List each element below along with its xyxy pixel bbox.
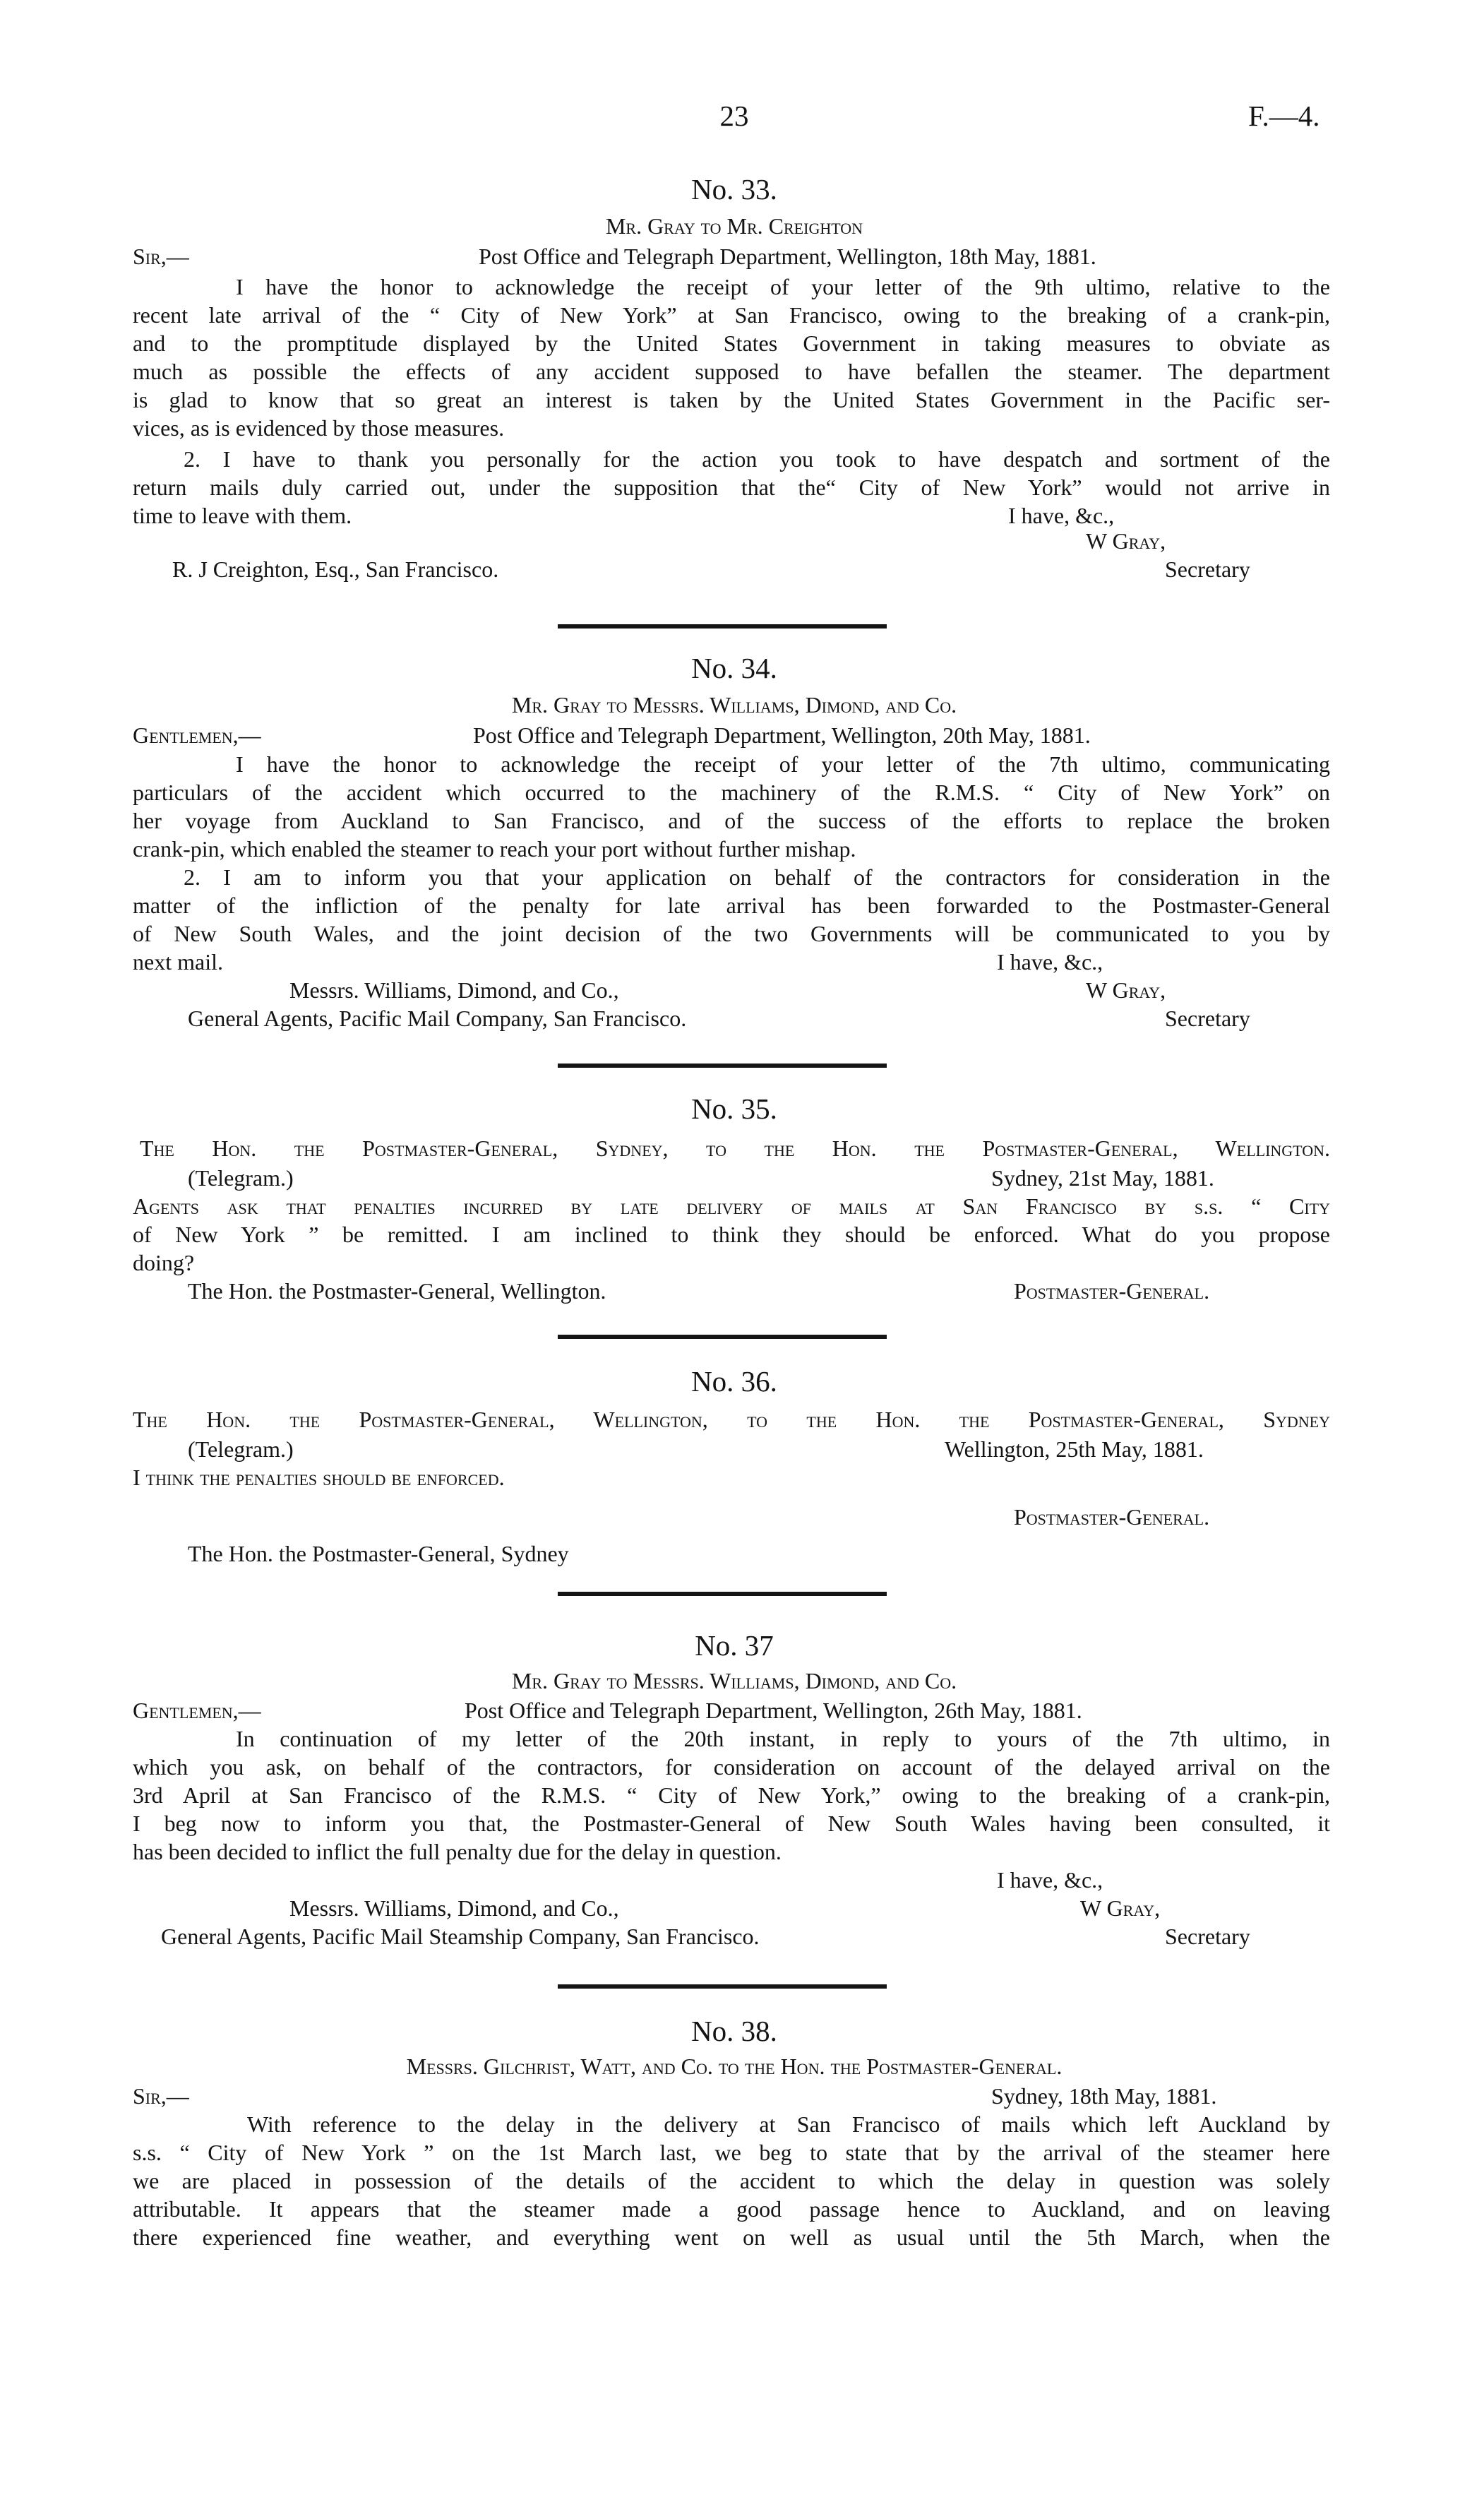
salutation: Gentlemen,— bbox=[133, 722, 261, 748]
addressee-line: General Agents, Pacific Mail Steamship Company, San Francisco. bbox=[161, 1924, 760, 1949]
dateline: Sydney, 18th May, 1881. bbox=[991, 2083, 1217, 2109]
signature: W Gray, bbox=[1086, 528, 1166, 554]
salutation: Sir,— bbox=[133, 244, 189, 269]
addressee-line: General Agents, Pacific Mail Company, San Francisco. bbox=[188, 1006, 687, 1031]
signature: Postmaster-General. bbox=[1014, 1278, 1210, 1304]
letter-route: Mr. Gray to Messrs. Williams, Dimond, and Co. bbox=[511, 1668, 957, 1693]
section-rule bbox=[558, 1984, 887, 1989]
body-line: of New York ” be remitted. I am inclined to think they should be enforced. What do you propose bbox=[133, 1222, 1330, 1247]
body-line: we are placed in possession of the details of the accident to which the delay in question was solely bbox=[133, 2168, 1330, 2193]
dateline: Post Office and Telegraph Department, Wellington, 18th May, 1881. bbox=[479, 244, 1096, 269]
body-line: vices, as is evidenced by those measures. bbox=[133, 415, 505, 441]
body-line: In continuation of my letter of the 20th instant, in reply to yours of the 7th ultimo, in bbox=[236, 1726, 1330, 1751]
body-line: doing? bbox=[133, 1250, 195, 1275]
dateline: Post Office and Telegraph Department, Wellington, 26th May, 1881. bbox=[465, 1698, 1082, 1723]
closing: I have, &c., bbox=[997, 949, 1103, 975]
letter-number: No. 36. bbox=[691, 1365, 777, 1398]
letter-route: Mr. Gray to Messrs. Williams, Dimond, and Co. bbox=[511, 692, 957, 717]
salutation: Gentlemen,— bbox=[133, 1698, 261, 1723]
body-line: I think the penalties should be enforced. bbox=[133, 1465, 505, 1490]
telegram-label: (Telegram.) bbox=[188, 1165, 294, 1191]
salutation: Sir,— bbox=[133, 2083, 189, 2109]
letter-number: No. 38. bbox=[691, 2015, 777, 2047]
addressee-line: R. J Creighton, Esq., San Francisco. bbox=[172, 556, 499, 582]
body-line: 2. I am to inform you that your application on behalf of the contractors for consideration in the bbox=[184, 864, 1330, 890]
closing: I have, &c., bbox=[997, 1867, 1103, 1893]
body-line: particulars of the accident which occurred to the machinery of the R.M.S. “ City of New York” on bbox=[133, 780, 1330, 805]
letter-number: No. 33. bbox=[691, 173, 777, 205]
body-line: time to leave with them. bbox=[133, 503, 352, 528]
body-line: I beg now to inform you that, the Postmaster-General of New South Wales having been consulted, it bbox=[133, 1811, 1330, 1836]
addressee-line: Messrs. Williams, Dimond, and Co., bbox=[289, 1895, 619, 1921]
body-line: 3rd April at San Francisco of the R.M.S. “ City of New York,” owing to the breaking of a crank-pin, bbox=[133, 1782, 1330, 1808]
letter-route: The Hon. the Postmaster-General, Sydney, to the Hon. the Postmaster-General, Wellington. bbox=[140, 1136, 1330, 1161]
body-line: attributable. It appears that the steamer made a good passage hence to Auckland, and on leaving bbox=[133, 2196, 1330, 2222]
section-rule bbox=[558, 1335, 887, 1339]
body-line: and to the promptitude displayed by the United States Government in taking measures to obviate as bbox=[133, 330, 1330, 356]
dateline: Wellington, 25th May, 1881. bbox=[945, 1436, 1204, 1462]
body-line: her voyage from Auckland to San Francisco, and of the success of the efforts to replace the broken bbox=[133, 808, 1330, 833]
signature: Postmaster-General. bbox=[1014, 1504, 1210, 1530]
section-rule bbox=[558, 1592, 887, 1596]
body-line: I have the honor to acknowledge the receipt of your letter of the 7th ultimo, communicating bbox=[236, 751, 1330, 777]
signature-title: Secretary bbox=[1165, 1924, 1250, 1949]
signature: W Gray, bbox=[1086, 977, 1166, 1003]
letter-number: No. 35. bbox=[691, 1092, 777, 1125]
body-line: 2. I have to thank you personally for the action you took to have despatch and sortment of the bbox=[184, 446, 1330, 472]
addressee-line: The Hon. the Postmaster-General, Wellington. bbox=[188, 1278, 606, 1304]
doc-code: F.—4. bbox=[1248, 100, 1320, 132]
telegram-label: (Telegram.) bbox=[188, 1436, 294, 1462]
body-line: crank-pin, which enabled the steamer to reach your port without further mishap. bbox=[133, 836, 856, 862]
closing: I have, &c., bbox=[1008, 503, 1115, 528]
body-line: matter of the infliction of the penalty for late arrival has been forwarded to the Postmaster-General bbox=[133, 893, 1330, 918]
dateline: Post Office and Telegraph Department, Wellington, 20th May, 1881. bbox=[473, 722, 1091, 748]
signature-title: Secretary bbox=[1165, 1006, 1250, 1031]
dateline: Sydney, 21st May, 1881. bbox=[991, 1165, 1214, 1191]
letter-route: Messrs. Gilchrist, Watt, and Co. to the Hon. the Postmaster-General. bbox=[406, 2054, 1063, 2079]
body-line: is glad to know that so great an interest is taken by the United States Government in the Pacific ser- bbox=[133, 387, 1330, 412]
body-line: which you ask, on behalf of the contractors, for consideration on account of the delayed arrival on the bbox=[133, 1754, 1330, 1780]
signature: W Gray, bbox=[1080, 1895, 1161, 1921]
body-line: there experienced fine weather, and everything went on well as usual until the 5th March, when the bbox=[133, 2224, 1330, 2250]
body-line: I have the honor to acknowledge the receipt of your letter of the 9th ultimo, relative to the bbox=[236, 274, 1330, 299]
body-line: return mails duly carried out, under the supposition that the“ City of New York” would not arrive in bbox=[133, 475, 1330, 500]
section-rule bbox=[558, 1064, 887, 1068]
addressee-line: Messrs. Williams, Dimond, and Co., bbox=[289, 977, 619, 1003]
page-number: 23 bbox=[719, 100, 749, 132]
letter-route: The Hon. the Postmaster-General, Wellington, to the Hon. the Postmaster-General, Sydney bbox=[133, 1407, 1330, 1432]
body-line: Agents ask that penalties incurred by late delivery of mails at San Francisco by s.s. “ City bbox=[133, 1193, 1330, 1219]
body-line: next mail. bbox=[133, 949, 223, 975]
body-line: s.s. “ City of New York ” on the 1st March last, we beg to state that by the arrival of the steamer here bbox=[133, 2140, 1330, 2165]
body-line: much as possible the effects of any accident supposed to have befallen the steamer. The department bbox=[133, 359, 1330, 384]
signature-title: Secretary bbox=[1165, 556, 1250, 582]
body-line: recent late arrival of the “ City of New York” at San Francisco, owing to the breaking of a crank-pin, bbox=[133, 302, 1330, 328]
body-line: of New South Wales, and the joint decision of the two Governments will be communicated to you by bbox=[133, 921, 1330, 946]
letter-route: Mr. Gray to Mr. Creighton bbox=[605, 213, 863, 239]
letter-number: No. 34. bbox=[691, 652, 777, 684]
section-rule bbox=[558, 624, 887, 629]
addressee-line: The Hon. the Postmaster-General, Sydney bbox=[188, 1541, 569, 1566]
body-line: has been decided to inflict the full penalty due for the delay in question. bbox=[133, 1839, 782, 1864]
body-line: With reference to the delay in the delivery at San Francisco of mails which left Auckland by bbox=[247, 2111, 1330, 2137]
letter-number: No. 37 bbox=[695, 1629, 774, 1662]
